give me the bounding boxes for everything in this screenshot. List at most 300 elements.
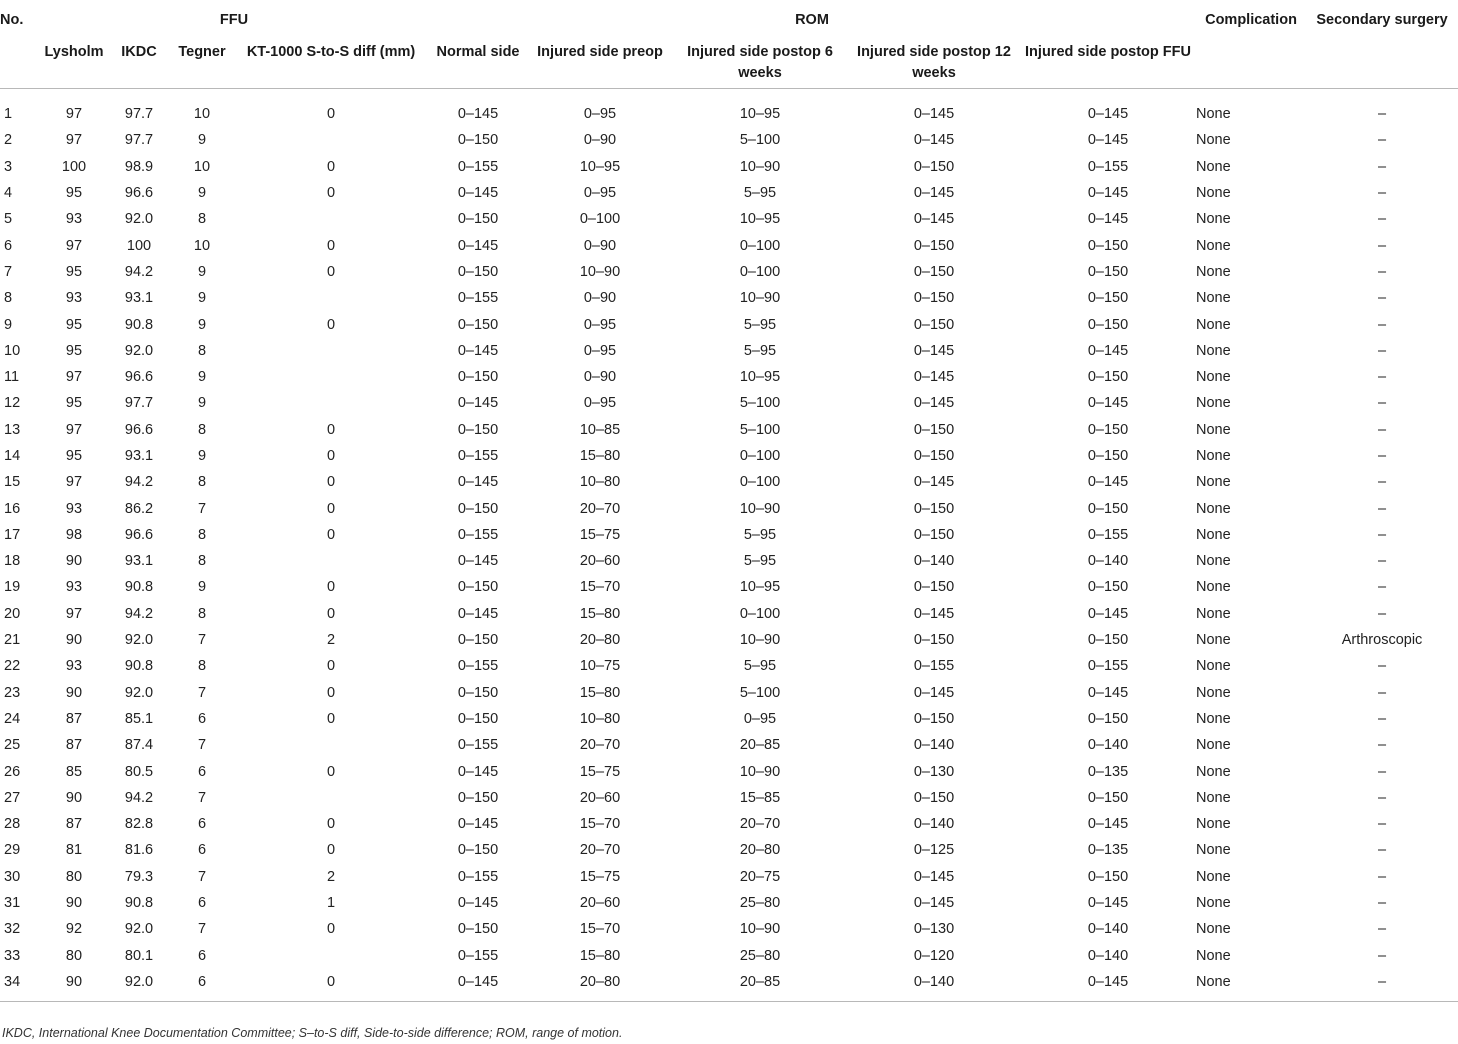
table-row [0,443,1458,469]
cell-normal-side: 0–145 [457,895,499,912]
cell-injured-6w: 25–80 [739,895,781,912]
cell-injured-ffu: 0–150 [1087,448,1129,464]
cell-lysholm: 97 [65,237,83,254]
cell-no: 16 [4,500,21,517]
cell-no: 12 [4,395,21,412]
cell-complication: None [1196,632,1231,649]
cell-normal-side: 0–150 [457,842,499,859]
cell-no: 11 [4,369,20,386]
cell-complication: None [1196,342,1231,359]
cell-normal-side: 0–150 [457,710,499,727]
cell-complication: None [1196,369,1231,386]
cell-tegner: 6 [197,842,207,859]
cell-injured-6w: 25–80 [739,947,781,964]
cell-injured-preop: 20–60 [579,895,621,912]
cell-ikdc: 92.0 [124,342,154,359]
cell-injured-6w: 5–95 [743,316,777,333]
cell-no: 22 [4,658,21,675]
cell-injured-6w: 10–95 [739,579,781,596]
cell-secondary-surgery: – [1377,579,1387,596]
cell-complication: None [1196,842,1231,859]
cell-normal-side: 0–145 [457,237,499,254]
cell-lysholm: 95 [65,342,83,359]
header-complication: Complication [1196,4,1306,89]
cell-complication: None [1196,895,1231,912]
cell-injured-12w: 0–145 [913,868,955,885]
cell-tegner: 7 [197,632,207,649]
cell-no: 8 [4,290,13,307]
cell-injured-6w: 10–95 [739,369,781,386]
cell-injured-6w: 10–95 [739,211,781,228]
cell-injured-ffu: 0–150 [1087,789,1129,806]
cell-kt1000 [234,943,428,969]
cell-tegner: 9 [197,290,207,307]
cell-kt1000 [234,364,428,390]
cell-no: 9 [4,316,13,333]
cell-no: 4 [4,185,13,202]
cell-secondary-surgery: – [1377,684,1387,701]
cell-complication: None [1196,789,1231,806]
cell-injured-12w: 0–145 [913,211,955,228]
cell-ikdc: 96.6 [124,369,154,386]
header-tegner: Tegner [170,40,234,89]
cell-secondary-surgery: – [1377,895,1387,912]
cell-ikdc: 97.7 [124,132,154,149]
cell-injured-6w: 0–100 [739,474,781,491]
cell-secondary-surgery: Arthroscopic [1341,632,1423,649]
cell-lysholm: 87 [65,710,83,727]
cell-complication: None [1196,316,1231,333]
cell-secondary-surgery: – [1377,421,1387,438]
cell-lysholm: 98 [65,526,83,543]
cell-kt1000: 0 [326,816,336,833]
cell-secondary-surgery: – [1377,474,1387,491]
cell-injured-6w: 5–95 [743,658,777,675]
cell-lysholm: 93 [65,500,83,517]
cell-ikdc: 92.0 [124,632,154,649]
header-kt1000: KT-1000 S-to-S diff (mm) [234,40,428,89]
cell-lysholm: 80 [65,947,83,964]
cell-ikdc: 96.6 [124,421,154,438]
cell-complication: None [1196,132,1231,149]
cell-injured-12w: 0–145 [913,474,955,491]
cell-injured-12w: 0–150 [913,710,955,727]
cell-kt1000: 0 [326,448,336,464]
table-row [0,311,1458,337]
header-ffu: FFU [40,4,428,40]
cell-no: 30 [4,868,21,885]
table-footnote: IKDC, International Knee Documentation Committee; S–to-S diff, Side-to-side difference; ROM, range of motion. [2,1026,623,1040]
cell-no: 17 [4,526,21,543]
cell-injured-12w: 0–150 [913,789,955,806]
cell-injured-ffu: 0–145 [1087,474,1129,491]
cell-injured-preop: 15–80 [579,448,621,464]
cell-ikdc: 87.4 [124,737,154,754]
cell-injured-preop: 10–80 [579,474,621,491]
cell-no: 18 [4,553,21,570]
table-row [0,916,1458,942]
cell-complication: None [1196,526,1231,543]
cell-injured-12w: 0–155 [913,658,955,675]
cell-no: 20 [4,605,21,622]
results-table [0,4,1458,1002]
cell-normal-side: 0–150 [457,316,499,333]
cell-tegner: 6 [197,895,207,912]
cell-injured-preop: 20–60 [579,789,621,806]
cell-kt1000 [234,127,428,153]
cell-secondary-surgery: – [1377,132,1387,149]
cell-secondary-surgery: – [1377,947,1387,964]
cell-normal-side: 0–155 [457,290,499,307]
cell-injured-ffu: 0–155 [1087,158,1129,175]
cell-injured-ffu: 0–145 [1087,395,1129,412]
cell-lysholm: 90 [65,632,83,649]
cell-injured-ffu: 0–145 [1087,342,1129,359]
cell-lysholm: 90 [40,969,108,1002]
table-row [0,89,1458,128]
cell-lysholm: 93 [65,579,83,596]
cell-tegner: 9 [197,132,207,149]
table-row [0,285,1458,311]
cell-normal-side: 0–150 [457,921,499,938]
table-row [0,574,1458,600]
cell-injured-6w: 5–100 [739,395,781,412]
cell-ikdc: 96.6 [124,526,154,543]
cell-injured-6w: 5–100 [739,421,781,438]
cell-lysholm: 95 [65,395,83,412]
cell-ikdc: 81.6 [124,842,154,859]
cell-secondary-surgery: – [1377,500,1387,517]
cell-tegner: 8 [197,474,207,491]
cell-injured-preop: 20–60 [579,553,621,570]
cell-tegner: 9 [197,263,207,280]
cell-injured-ffu: 0–145 [1087,211,1129,228]
cell-secondary-surgery: – [1377,737,1387,754]
cell-injured-6w: 10–90 [739,632,781,649]
cell-injured-ffu: 0–145 [1087,106,1129,123]
cell-normal-side: 0–145 [457,816,499,833]
cell-complication: None [1196,237,1231,254]
cell-injured-6w: 20–85 [739,737,781,754]
cell-injured-ffu: 0–135 [1087,842,1129,859]
cell-lysholm: 87 [65,737,83,754]
cell-injured-preop: 0–95 [583,316,617,333]
cell-injured-6w: 20–70 [739,816,781,833]
cell-ikdc: 93.1 [124,448,154,464]
cell-lysholm: 93 [65,658,83,675]
cell-normal-side: 0–155 [457,526,499,543]
cell-no: 10 [4,342,21,359]
cell-injured-ffu: 0–145 [1087,132,1129,149]
table-row [0,969,1458,1002]
cell-secondary-surgery: – [1377,763,1387,780]
cell-injured-6w: 5–95 [743,342,777,359]
cell-lysholm: 80 [65,868,83,885]
cell-injured-12w: 0–150 [913,448,955,464]
cell-injured-preop: 15–70 [579,816,621,833]
cell-kt1000: 0 [234,969,428,1002]
cell-injured-preop: 20–70 [579,842,621,859]
cell-normal-side: 0–150 [457,632,499,649]
cell-normal-side: 0–155 [457,158,499,175]
table-row [0,259,1458,285]
cell-tegner: 8 [197,211,207,228]
cell-tegner: 10 [193,106,211,123]
cell-injured-12w: 0–145 [913,106,955,123]
cell-normal-side: 0–145 [457,474,499,491]
cell-injured-6w: 0–100 [739,237,781,254]
cell-normal-side: 0–155 [457,448,499,464]
cell-secondary-surgery: – [1377,658,1387,675]
cell-injured-6w: 0–100 [739,605,781,622]
cell-injured-12w: 0–145 [913,395,955,412]
cell-tegner: 9 [197,395,207,412]
cell-injured-12w: 0–145 [913,895,955,912]
cell-tegner: 9 [197,185,207,202]
cell-injured-ffu: 0–155 [1087,526,1129,543]
cell-normal-side: 0–150 [457,500,499,517]
cell-normal-side: 0–145 [457,342,499,359]
cell-injured-12w: 0–150 [913,237,955,254]
cell-injured-12w: 0–130 [913,763,955,780]
cell-injured-12w: 0–145 [913,132,955,149]
cell-normal-side: 0–145 [457,605,499,622]
cell-ikdc: 97.7 [124,106,154,123]
cell-injured-6w: 15–85 [739,789,781,806]
table-row [0,338,1458,364]
cell-normal-side: 0–145 [457,763,499,780]
cell-no: 23 [4,684,21,701]
cell-injured-6w: 5–95 [743,526,777,543]
cell-normal-side: 0–155 [457,947,499,964]
cell-normal-side: 0–155 [457,658,499,675]
table-row [0,469,1458,495]
cell-tegner: 7 [197,737,207,754]
cell-kt1000 [234,338,428,364]
cell-normal-side: 0–145 [457,106,499,123]
cell-complication: None [1196,211,1231,228]
cell-injured-6w: 5–95 [743,185,777,202]
header-ikdc: IKDC [108,40,170,89]
cell-injured-preop: 0–95 [583,106,617,123]
cell-ikdc: 79.3 [124,868,154,885]
cell-injured-preop: 10–95 [579,158,621,175]
cell-ikdc: 96.6 [124,185,154,202]
cell-ikdc: 80.5 [124,763,154,780]
cell-tegner: 10 [193,158,211,175]
cell-kt1000 [234,548,428,574]
cell-injured-12w: 0–145 [913,342,955,359]
cell-no: 34 [0,969,40,1002]
cell-injured-12w: 0–150 [913,290,955,307]
cell-ikdc: 98.9 [124,158,154,175]
cell-injured-ffu: 0–150 [1087,579,1129,596]
cell-ikdc: 80.1 [124,947,154,964]
cell-lysholm: 90 [65,789,83,806]
cell-injured-ffu: 0–145 [1087,185,1129,202]
cell-injured-preop: 20–70 [579,500,621,517]
cell-secondary-surgery: – [1377,185,1387,202]
cell-tegner: 8 [197,342,207,359]
cell-no: 33 [4,947,21,964]
cell-kt1000: 1 [326,895,336,912]
cell-normal-side: 0–150 [457,789,499,806]
table-row [0,495,1458,521]
cell-injured-12w: 0–120 [913,947,955,964]
cell-kt1000: 0 [326,316,336,333]
cell-injured-12w: 0–145 [913,605,955,622]
cell-normal-side: 0–150 [457,684,499,701]
cell-lysholm: 90 [65,895,83,912]
cell-secondary-surgery: – [1377,842,1387,859]
cell-injured-ffu: 0–145 [1087,816,1129,833]
cell-injured-preop: 10–90 [579,263,621,280]
cell-injured-ffu: 0–150 [1087,710,1129,727]
cell-ikdc: 90.8 [124,316,154,333]
cell-kt1000: 0 [326,500,336,517]
cell-injured-6w: 5–95 [743,553,777,570]
cell-kt1000: 0 [326,710,336,727]
cell-injured-ffu: 0–150 [1087,632,1129,649]
table-row [0,811,1458,837]
cell-injured-12w: 0–150 [913,158,955,175]
table-row [0,758,1458,784]
cell-injured-preop: 15–70 [579,921,621,938]
cell-kt1000: 0 [326,658,336,675]
cell-injured-preop: 20–80 [528,969,672,1002]
cell-injured-preop: 15–75 [579,526,621,543]
cell-kt1000: 2 [326,868,336,885]
cell-kt1000: 0 [326,842,336,859]
cell-injured-12w: 0–145 [913,185,955,202]
cell-injured-12w: 0–150 [913,526,955,543]
cell-no: 21 [4,632,21,649]
cell-complication: None [1196,500,1231,517]
cell-complication: None [1196,684,1231,701]
cell-injured-preop: 0–95 [583,395,617,412]
cell-injured-preop: 0–90 [583,132,617,149]
cell-tegner: 7 [197,500,207,517]
table-row [0,785,1458,811]
cell-kt1000: 0 [326,763,336,780]
cell-secondary-surgery: – [1377,316,1387,333]
cell-normal-side: 0–150 [457,263,499,280]
cell-secondary-surgery: – [1377,158,1387,175]
header-normal-side: Normal side [428,40,528,89]
cell-ikdc: 93.1 [124,553,154,570]
cell-normal-side: 0–145 [428,969,528,1002]
cell-injured-preop: 20–80 [579,632,621,649]
cell-injured-12w: 0–140 [848,969,1020,1002]
cell-tegner: 6 [170,969,234,1002]
cell-injured-preop: 15–80 [579,947,621,964]
cell-complication: None [1196,474,1231,491]
cell-lysholm: 95 [65,185,83,202]
cell-injured-6w: 10–90 [739,763,781,780]
cell-lysholm: 95 [65,448,83,464]
cell-secondary-surgery: – [1377,342,1387,359]
cell-tegner: 9 [197,316,207,333]
cell-injured-ffu: 0–150 [1087,500,1129,517]
cell-injured-preop: 0–100 [579,211,621,228]
cell-injured-preop: 0–95 [583,342,617,359]
cell-ikdc: 92.0 [124,684,154,701]
cell-lysholm: 93 [65,290,83,307]
cell-lysholm: 97 [65,421,83,438]
cell-no: 14 [4,448,21,464]
cell-injured-preop: 0–90 [583,290,617,307]
table-row [0,206,1458,232]
cell-injured-ffu: 0–150 [1087,868,1129,885]
cell-kt1000: 0 [326,421,336,438]
cell-kt1000 [234,785,428,811]
header-injured-ffu: Injured side postop FFU [1020,40,1196,89]
cell-no: 25 [4,737,21,754]
cell-injured-6w: 10–90 [739,290,781,307]
cell-no: 15 [4,474,21,491]
cell-complication: None [1196,763,1231,780]
cell-injured-6w: 10–90 [739,158,781,175]
cell-ikdc: 90.8 [124,895,154,912]
table-row [0,890,1458,916]
cell-injured-preop: 20–70 [579,737,621,754]
cell-secondary-surgery: – [1377,526,1387,543]
cell-injured-preop: 15–70 [579,579,621,596]
cell-secondary-surgery: – [1377,290,1387,307]
cell-ikdc: 90.8 [124,579,154,596]
cell-kt1000 [234,390,428,416]
cell-secondary-surgery: – [1377,448,1387,464]
cell-secondary-surgery: – [1377,369,1387,386]
cell-tegner: 8 [197,605,207,622]
cell-injured-6w: 0–100 [739,263,781,280]
cell-normal-side: 0–150 [457,421,499,438]
cell-lysholm: 97 [65,474,83,491]
cell-tegner: 7 [197,868,207,885]
cell-injured-6w: 20–75 [739,868,781,885]
cell-kt1000: 0 [326,579,336,596]
cell-injured-12w: 0–150 [913,263,955,280]
cell-lysholm: 97 [65,132,83,149]
cell-injured-6w: 10–90 [739,500,781,517]
cell-injured-6w: 10–95 [739,106,781,123]
cell-kt1000: 2 [326,632,336,649]
cell-tegner: 7 [197,921,207,938]
cell-injured-12w: 0–150 [913,500,955,517]
cell-lysholm: 97 [65,605,83,622]
cell-injured-ffu: 0–145 [1087,895,1129,912]
cell-secondary-surgery: – [1377,710,1387,727]
cell-tegner: 6 [197,710,207,727]
cell-complication: None [1196,868,1231,885]
cell-no: 28 [4,816,21,833]
cell-complication: None [1196,947,1231,964]
cell-kt1000: 0 [326,106,336,123]
cell-injured-preop: 15–80 [579,684,621,701]
cell-injured-ffu: 0–155 [1087,658,1129,675]
cell-complication: None [1196,158,1231,175]
cell-ikdc: 94.2 [124,474,154,491]
cell-tegner: 8 [197,553,207,570]
cell-complication: None [1196,737,1231,754]
cell-ikdc: 82.8 [124,816,154,833]
cell-injured-preop: 10–85 [579,421,621,438]
cell-tegner: 7 [197,684,207,701]
cell-lysholm: 93 [65,211,83,228]
table-row [0,417,1458,443]
cell-normal-side: 0–145 [457,395,499,412]
cell-secondary-surgery: – [1377,921,1387,938]
